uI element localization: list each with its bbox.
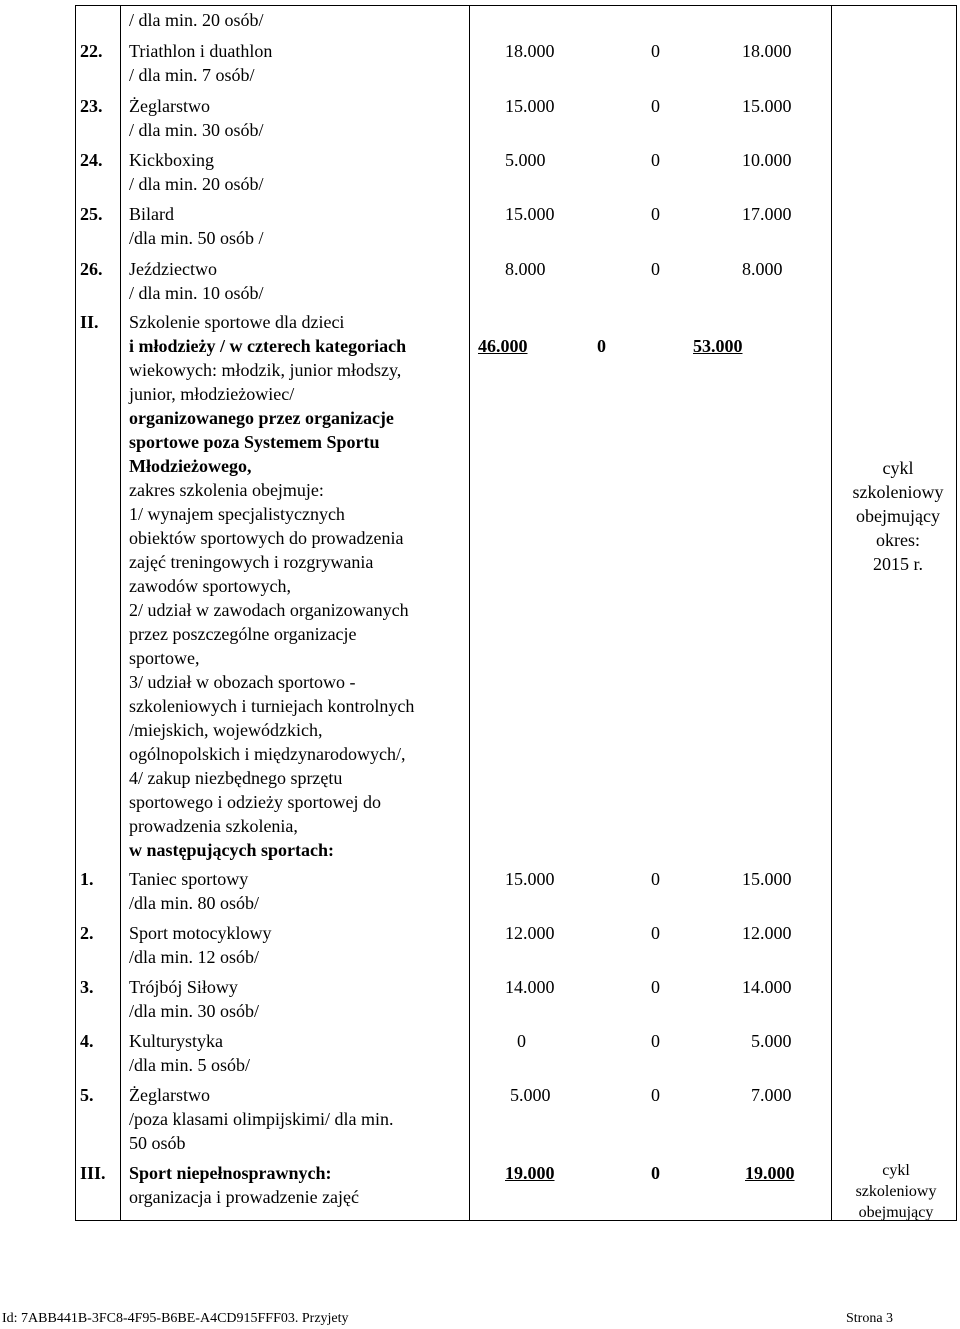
column-divider: [120, 5, 121, 1221]
row-number: 4.: [80, 1031, 94, 1051]
section-description-line: junior, młodzieżowiec/: [129, 384, 295, 404]
row-name: Sport motocyklowy: [129, 923, 272, 943]
row-sub: /dla min. 12 osób/: [129, 947, 259, 967]
row-number: 3.: [80, 977, 94, 997]
amount-1: 15.000: [505, 869, 555, 889]
amount-1: 5.000: [505, 150, 546, 170]
amount-2: 0: [651, 96, 660, 116]
section-description-line: sportowego i odzieży sportowej do: [129, 792, 381, 812]
section-description-line: Młodzieżowego,: [129, 456, 252, 476]
row-name: Kulturystyka: [129, 1031, 223, 1051]
amount-2: 0: [651, 1031, 660, 1051]
section-description-line: i młodzieży / w czterech kategoriach: [129, 336, 407, 356]
row-sub-2: 50 osób: [129, 1133, 186, 1153]
row-name: Taniec sportowy: [129, 869, 249, 889]
note-line: szkoleniowy: [852, 482, 944, 502]
section-description-line: w następujących sportach:: [129, 840, 334, 860]
section-description-line: ogólnopolskich i międzynarodowych/,: [129, 744, 406, 764]
amount-2: 0: [651, 204, 660, 224]
row-name: Bilard: [129, 204, 174, 224]
section-description-line: zajęć treningowych i rozgrywania: [129, 552, 374, 572]
amount-1: 15.000: [505, 96, 555, 116]
amount-total: 18.000: [742, 41, 792, 61]
row-name: Kickboxing: [129, 150, 214, 170]
row-number: 23.: [80, 96, 103, 116]
row-sub: /dla min. 80 osób/: [129, 893, 259, 913]
amount-2: 0: [651, 259, 660, 279]
amount-2: 0: [651, 977, 660, 997]
amount-2: 0: [651, 150, 660, 170]
note-line: 2015 r.: [872, 554, 923, 574]
row-sub: /dla min. 5 osób/: [129, 1055, 250, 1075]
section-description-line: prowadzenia szkolenia,: [129, 816, 298, 836]
column-divider: [831, 5, 832, 1221]
row-sub: / dla min. 30 osób/: [129, 120, 264, 140]
section-description-line: 1/ wynajem specjalistycznych: [129, 504, 345, 524]
amount-total: 17.000: [742, 204, 792, 224]
amount-1: 46.000: [478, 336, 528, 356]
section-description-line: 4/ zakup niezbędnego sprzętu: [129, 768, 343, 788]
amount-1: 5.000: [510, 1085, 551, 1105]
row-sub: /poza klasami olimpijskimi/ dla min.: [129, 1109, 394, 1129]
note-line: szkoleniowy: [855, 1183, 937, 1200]
row-name: Triathlon i duathlon: [129, 41, 273, 61]
row-number: 25.: [80, 204, 103, 224]
amount-2: 0: [651, 1085, 660, 1105]
note-line: okres:: [876, 530, 920, 550]
amount-1: 0: [517, 1031, 526, 1051]
section-description-line: 2/ udział w zawodach organizowanych: [129, 600, 409, 620]
note-line: obejmujący: [858, 1204, 934, 1221]
row-name: Żeglarstwo: [129, 96, 210, 116]
amount-1: 18.000: [505, 41, 555, 61]
amount-1: 14.000: [505, 977, 555, 997]
amount-2: 0: [651, 923, 660, 943]
section-description-line: 3/ udział w obozach sportowo -: [129, 672, 356, 692]
section-description-line: Szkolenie sportowe dla dzieci: [129, 312, 345, 332]
amount-total: 19.000: [745, 1163, 795, 1183]
section-description-line: wiekowych: młodzik, junior młodszy,: [129, 360, 402, 380]
section-description-line: sportowe,: [129, 648, 200, 668]
row-number: 26.: [80, 259, 103, 279]
section-description-line: przez poszczególne organizacje: [129, 624, 357, 644]
section-description-line: organizowanego przez organizacje: [129, 408, 394, 428]
section-description-line: /miejskich, wojewódzkich,: [129, 720, 323, 740]
section-description-line: obiektów sportowych do prowadzenia: [129, 528, 404, 548]
row-sub: /dla min. 30 osób/: [129, 1001, 259, 1021]
row-sub: /dla min. 50 osób /: [129, 228, 264, 248]
page-number: Strona 3: [846, 1311, 894, 1326]
row-number: 22.: [80, 41, 103, 61]
amount-2: 0: [651, 869, 660, 889]
section-number: II.: [80, 312, 99, 332]
row-sub: / dla min. 20 osób/: [129, 174, 264, 194]
row-sub: / dla min. 7 osób/: [129, 65, 255, 85]
row-name: Trójbój Siłowy: [129, 977, 238, 997]
amount-total: 15.000: [742, 96, 792, 116]
note-line: cykl: [882, 1162, 910, 1179]
row-sub: / dla min. 20 osób/: [129, 10, 264, 30]
row-sub: / dla min. 10 osób/: [129, 283, 264, 303]
section-description-line: szkoleniowych i turniejach kontrolnych: [129, 696, 415, 716]
amount-1: 8.000: [505, 259, 546, 279]
column-divider: [469, 5, 470, 1221]
amount-total: 7.000: [751, 1085, 792, 1105]
document-id: Id: 7ABB441B-3FC8-4F95-B6BE-A4CD915FFF03. Przyjety: [2, 1311, 349, 1326]
row-number: 5.: [80, 1085, 94, 1105]
section-number: III.: [80, 1163, 106, 1183]
note-line: cykl: [882, 458, 914, 478]
amount-1: 12.000: [505, 923, 555, 943]
amount-total: 15.000: [742, 869, 792, 889]
amount-2: 0: [597, 336, 606, 356]
amount-total: 10.000: [742, 150, 792, 170]
row-name: Żeglarstwo: [129, 1085, 210, 1105]
row-number: 1.: [80, 869, 94, 889]
amount-total: 14.000: [742, 977, 792, 997]
section-description-line: zakres szkolenia obejmuje:: [129, 480, 324, 500]
amount-2: 0: [651, 41, 660, 61]
section-title: Sport niepełnosprawnych:: [129, 1163, 332, 1183]
row-number: 2.: [80, 923, 94, 943]
amount-2: 0: [651, 1163, 660, 1183]
section-sub: organizacja i prowadzenie zajęć: [129, 1187, 360, 1207]
amount-total: 8.000: [742, 259, 783, 279]
row-name: Jeździectwo: [129, 259, 217, 279]
amount-total: 12.000: [742, 923, 792, 943]
section-description-line: sportowe poza Systemem Sportu: [129, 432, 380, 452]
amount-1: 19.000: [505, 1163, 555, 1183]
amount-total: 5.000: [751, 1031, 792, 1051]
row-number: 24.: [80, 150, 103, 170]
amount-total: 53.000: [693, 336, 743, 356]
note-line: obejmujący: [856, 506, 940, 526]
section-description-line: zawodów sportowych,: [129, 576, 291, 596]
amount-1: 15.000: [505, 204, 555, 224]
